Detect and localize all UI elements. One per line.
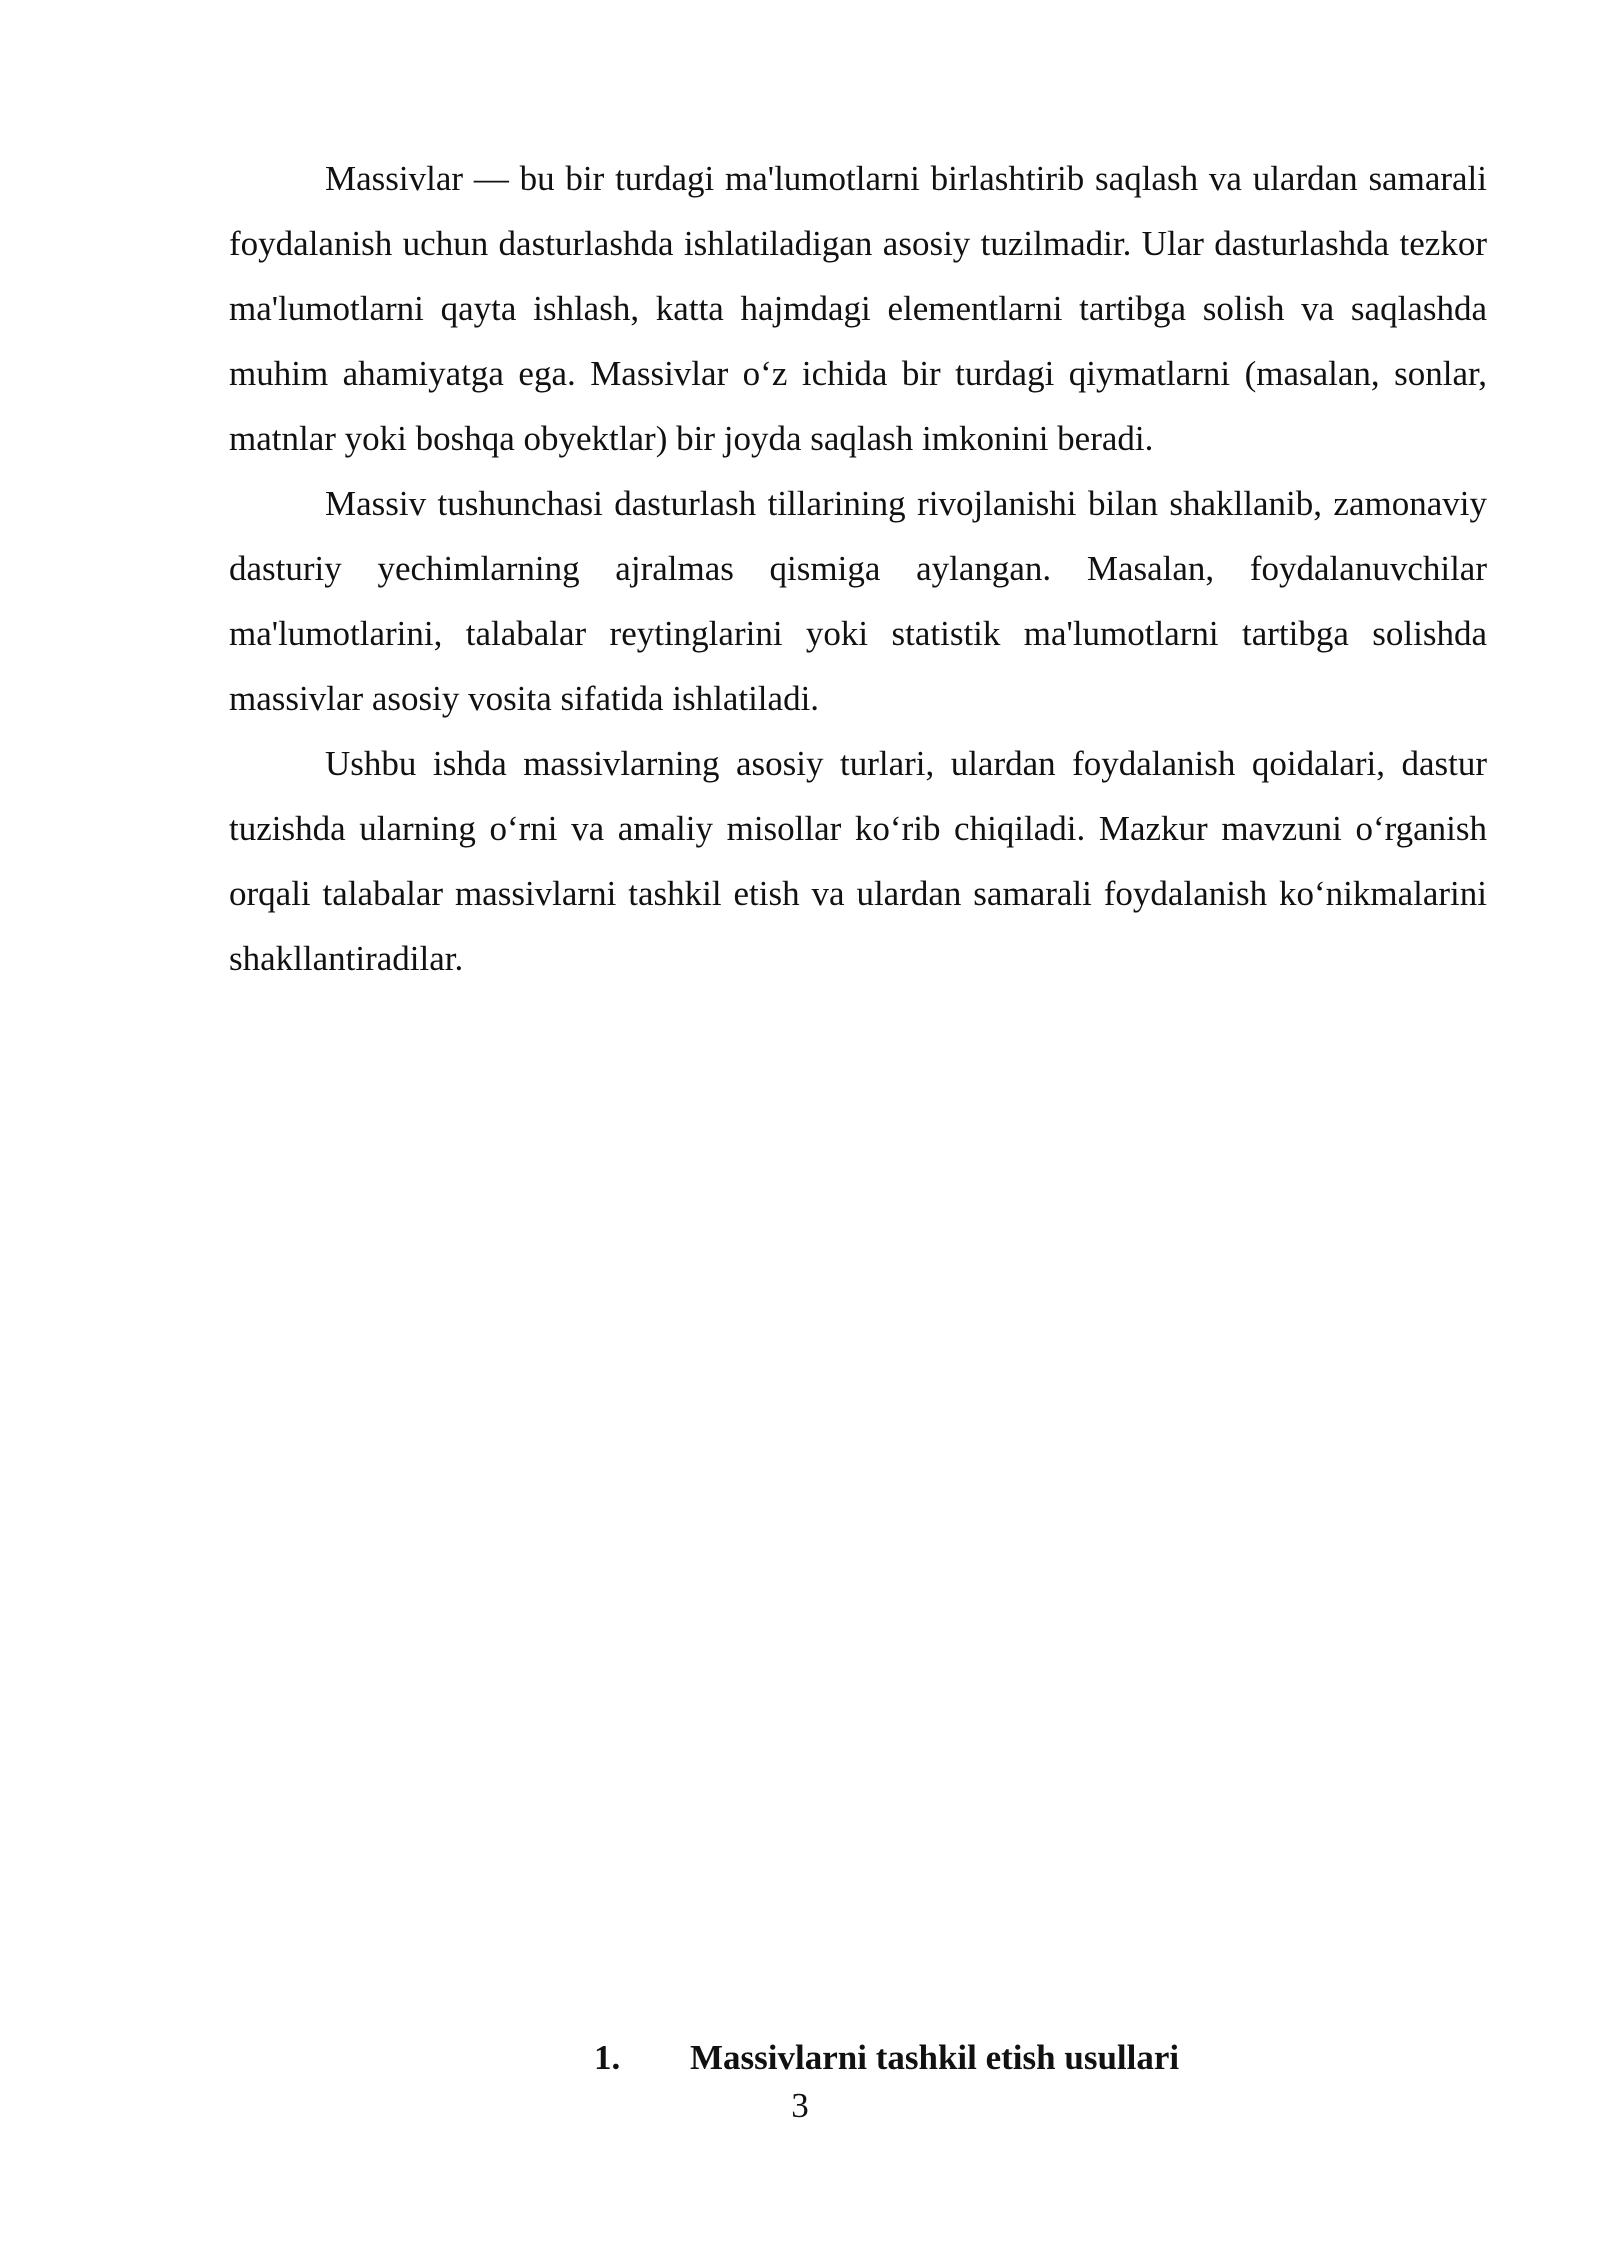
section-number: 1. [594,2038,621,2077]
paragraph-scope: Ushbu ishda massivlarning asosiy turlari, ulardan foydalanish qoidalari, dastur tuzishda ularning o‘rni va amaliy misollar ko‘rib chiqiladi. Mazkur mavzuni o‘rganish orqali talabalar massivlarni tashkil etish va ulardan samarali foydalanish ko‘nikmalarini shakllantiradilar. [229,744,1487,978]
body-text [229,146,1487,991]
section-title: Massivlarni tashkil etish usullari [690,2038,1180,2077]
paragraph-intro: Massivlar — bu bir turdagi ma'lumotlarni birlashtirib saqlash va ulardan samarali foydalanish uchun dasturlashda ishlatiladigan asosiy tuzilmadir. Ular dasturlashda tezkor ma'lumotlarni qayta ishlash, katta hajmdagi elementlarni tartibga solish va saqlashda muhim ahamiyatga ega. Massivlar o‘z ichida bir turdagi qiymatlarni (masalan, sonlar, matnlar yoki boshqa obyektlar) bir joyda saqlash imkonini beradi. [229,159,1487,458]
page-number: 3 [791,2086,809,2125]
section-heading [594,2034,1179,2082]
paragraph-concept: Massiv tushunchasi dasturlash tillarining rivojlanishi bilan shakllanib, zamonaviy dasturiy yechimlarning ajralmas qismiga aylangan. Masalan, foydalanuvchilar ma'lumotlarini, talabalar reytinglarini yoki statistik ma'lumotlarni tartibga solishda massivlar asosiy vosita sifatida ishlatiladi. [229,484,1487,718]
